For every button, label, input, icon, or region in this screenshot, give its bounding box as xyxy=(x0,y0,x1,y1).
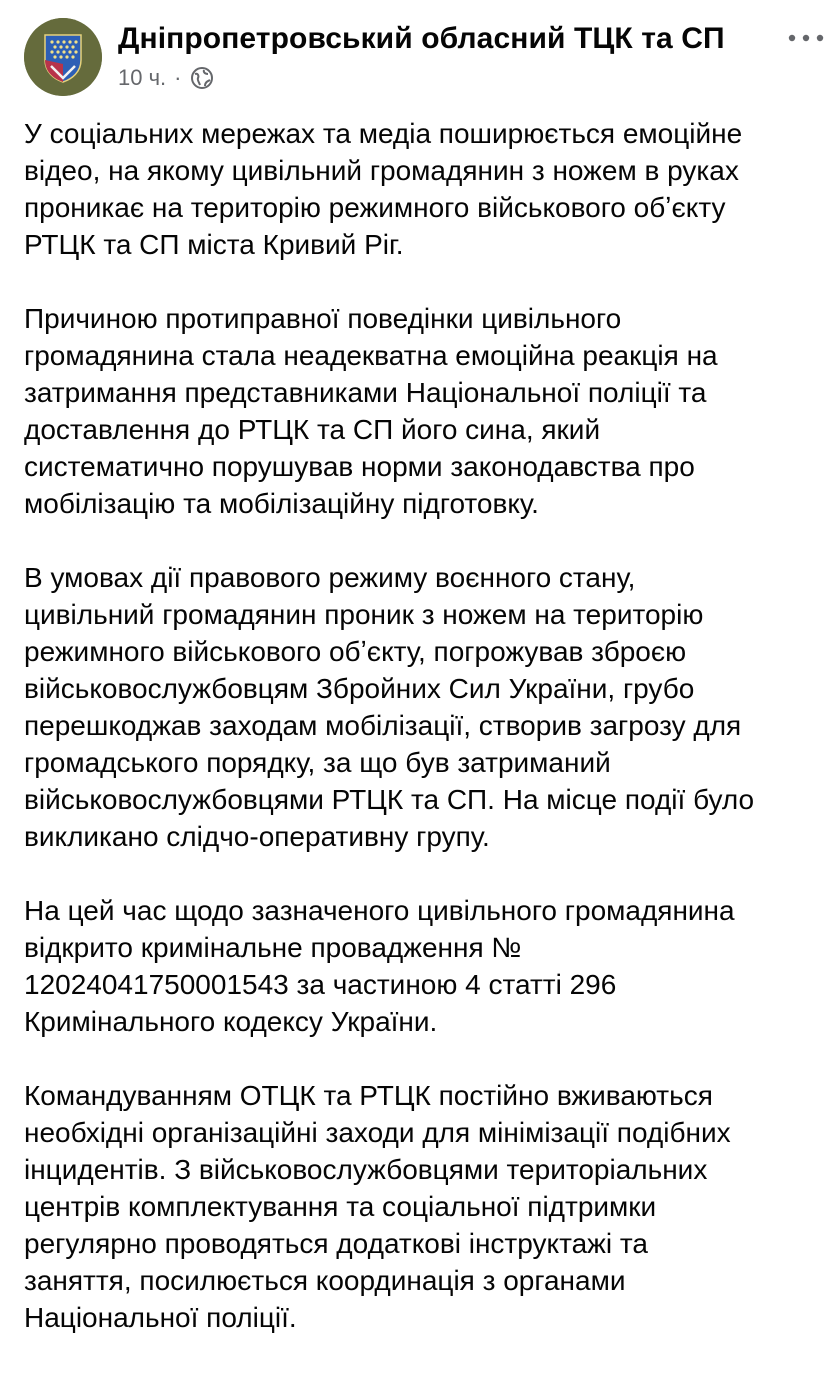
post-paragraph-2: Причиною протиправної поведінки цивільного громадянина стала неадекватна емоційна реакція на затримання представниками Національної поліції та доставлення до РТЦК та СП його сина, який систематично порушував норми законодавства про мобілізацію та мобілізаційну підготовку. xyxy=(24,303,718,519)
more-options-button[interactable] xyxy=(784,20,828,56)
post-paragraph-5: Командуванням ОТЦК та РТЦК постійно вживаються необхідні організаційні заходи для мінімізації подібних інцидентів. З військовослужбовцями територіальних центрів комплектування та соціальної підтримки регулярно проводяться додаткові інструктажі та заняття, посилюється координація з органами Національної поліції. xyxy=(24,1080,731,1333)
post-header xyxy=(0,0,840,100)
post-paragraph-4: На цей час щодо зазначеного цивільного громадянина відкрито кримінальне провадження № 12024041750001543 за частиною 4 статті 296 Кримінального кодексу України. xyxy=(24,895,735,1037)
post-meta xyxy=(118,63,214,93)
post-paragraph-3: В умовах дії правового режиму воєнного стану, цивільний громадянин проник з ножем на територію режимного військового обʼєкту, погрожував зброєю військовослужбовцям Збройних Сил України, грубо перешкоджав заходам мобілізації, створив загрозу для громадського порядку, за що був затриманий військовослужбовцями РТЦК та СП. На місце події було викликано слідчо-оперативну групу. xyxy=(24,562,755,852)
avatar[interactable] xyxy=(24,18,102,96)
post-timestamp[interactable]: 10 ч. xyxy=(118,65,167,90)
globe-icon[interactable] xyxy=(190,66,214,90)
post-paragraph-1: У соціальних мережах та медіа поширюється емоційне відео, на якому цивільний громадянин з ножем в руках проникає на територію режимного військового обʼєкту РТЦК та СП міста Кривий Ріг. xyxy=(24,118,743,260)
more-dots-icon xyxy=(786,32,826,44)
shield-emblem-icon xyxy=(24,18,102,96)
page-name-link[interactable]: Дніпропетровський обласний ТЦК та СП xyxy=(118,22,725,55)
meta-separator: · xyxy=(174,65,182,90)
post-text xyxy=(24,115,824,1373)
